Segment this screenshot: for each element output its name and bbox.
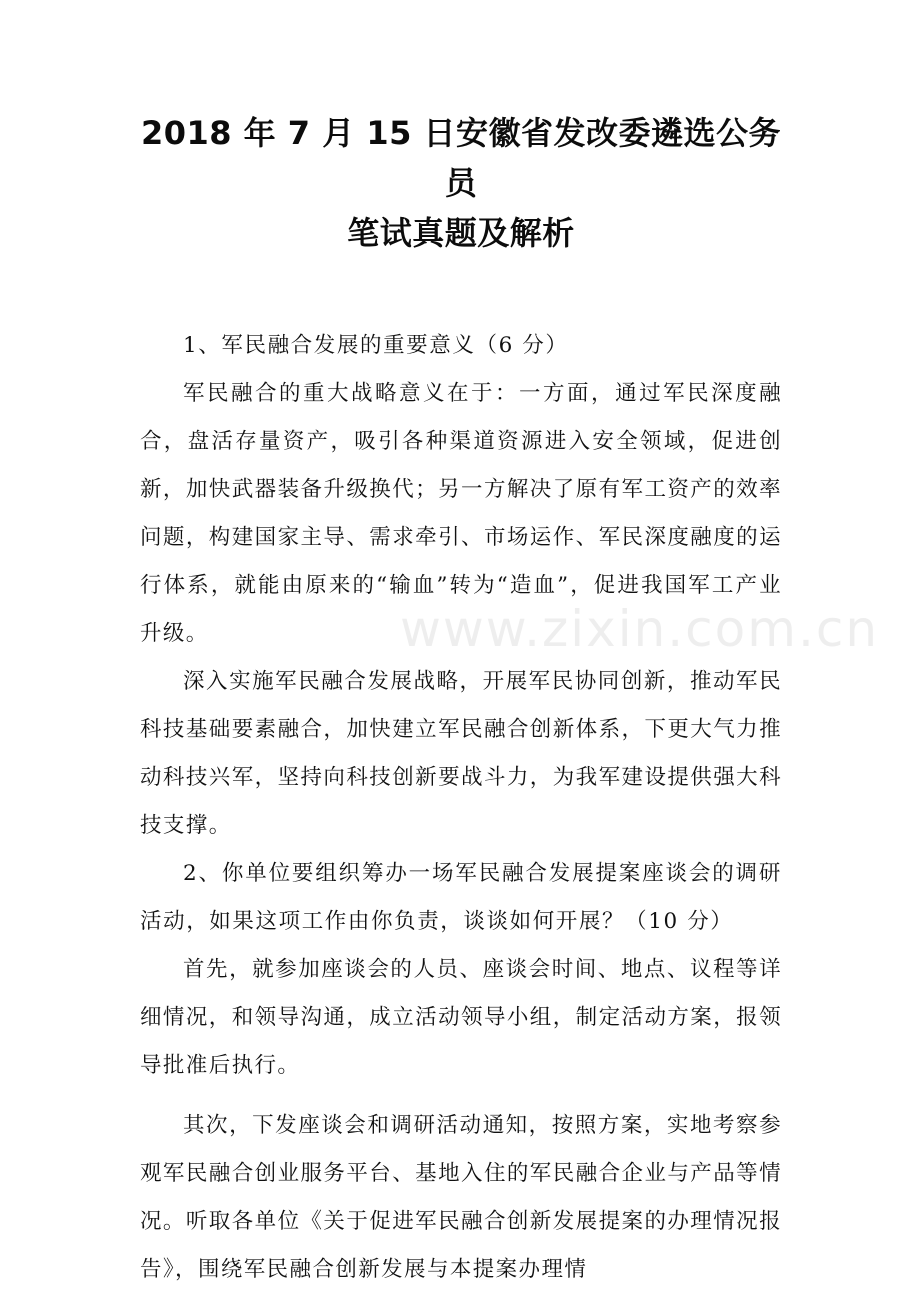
answer-2-paragraph-2: 其次，下发座谈会和调研活动通知，按照方案，实地考察参观军民融合创业服务平台、基地入住的军民融合企业与产品等情况。听取各单位《关于促进军民融合创新发展提案的办理情况报告》，围绕军民融合创新发展与本提案办理情 [140, 1113, 782, 1282]
document-body [140, 322, 782, 1294]
watermark: www.zixin.com.cn [400, 600, 880, 658]
question-2: 2、你单位要组织筹办一场军民融合发展提案座谈会的调研活动，如果这项工作由你负责，谈谈如何开展？（10 分） [140, 861, 782, 934]
answer-2-paragraph-1: 首先，就参加座谈会的人员、座谈会时间、地点、议程等详细情况，和领导沟通，成立活动领导小组，制定活动方案，报领导批准后执行。 [140, 957, 782, 1078]
answer-1-paragraph-1: 军民融合的重大战略意义在于：一方面，通过军民深度融合，盘活存量资产，吸引各种渠道资源进入安全领域，促进创新，加快武器装备升级换代；另一方解决了原有军工资产的效率问题，构建国家主导、需求牵引、市场运作、军民深度融度的运行体系，就能由原来的“输血”转为“造血”，促进我国军工产业升级。 [140, 381, 782, 646]
answer-1-paragraph-2: 深入实施军民融合发展战略，开展军民协同创新，推动军民科技基础要素融合，加快建立军民融合创新体系，下更大气力推动科技兴军，坚持向科技创新要战斗力，为我军建设提供强大科技支撑。 [140, 669, 782, 838]
document-title [140, 108, 782, 258]
title-line-2: 笔试真题及解析 [347, 214, 575, 252]
question-1: 1、军民融合发展的重要意义（6 分） [183, 333, 569, 358]
title-line-1: 2018 年 7 月 15 日安徽省发改委遴选公务员 [140, 114, 782, 202]
